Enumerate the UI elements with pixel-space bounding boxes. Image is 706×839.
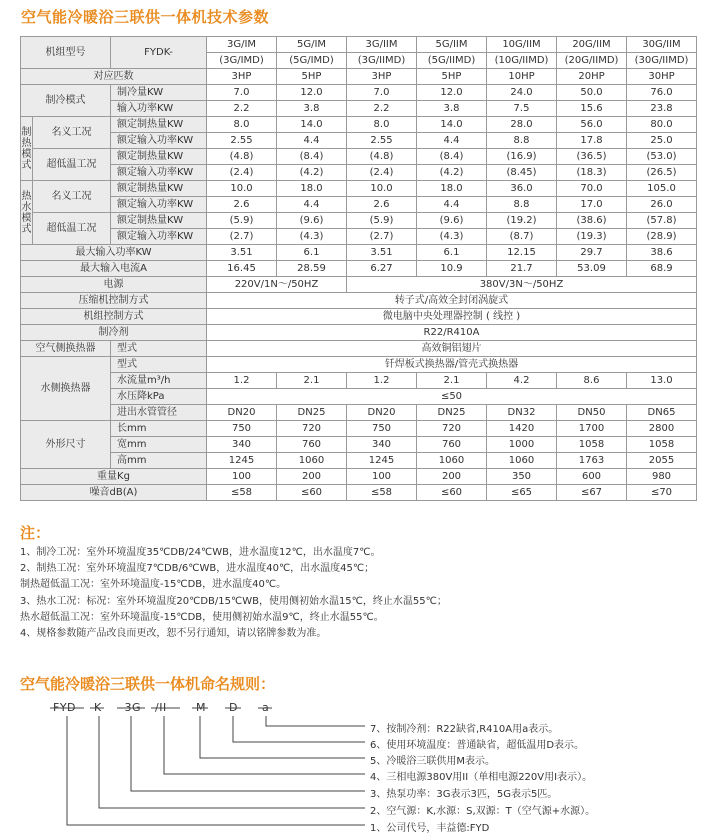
value-cell: 3.51: [347, 245, 417, 261]
group-label: 热水模式: [21, 181, 33, 245]
value-cell: 1058: [557, 437, 627, 453]
value-cell: 17.0: [557, 197, 627, 213]
value-cell: ≤58: [347, 485, 417, 501]
row-label: 额定制热量KW: [111, 181, 207, 197]
value-cell: 76.0: [627, 85, 697, 101]
value-cell: 2.2: [347, 101, 417, 117]
group-label: 制冷模式: [21, 85, 111, 117]
value-cell: 4.2: [487, 373, 557, 389]
value-cell: 100: [207, 469, 277, 485]
value-cell: 3.8: [417, 101, 487, 117]
value-cell: (4.8): [347, 149, 417, 165]
row-label: 噪音dB(A): [21, 485, 207, 501]
row-label: 输入功率KW: [111, 101, 207, 117]
value-cell: 1.2: [207, 373, 277, 389]
value-cell: (5.9): [347, 213, 417, 229]
value-cell: 2.1: [277, 373, 347, 389]
note-line: 2、制热工况：室外环境温度7℃DB/6℃WB，进水温度40℃，出水温度45℃；: [20, 563, 375, 575]
value-cell: 1245: [347, 453, 417, 469]
value-cell: 1000: [487, 437, 557, 453]
value-cell: 18.0: [417, 181, 487, 197]
value-cell: 1763: [557, 453, 627, 469]
value-cell: 20HP: [557, 69, 627, 85]
value-cell: (4.3): [277, 229, 347, 245]
value-cell: 2800: [627, 421, 697, 437]
model-name: 3G/IIM: [347, 37, 417, 53]
naming-code-fyd: FYD: [53, 701, 77, 714]
naming-rule-1: 1、公司代号，丰益德:FYD: [370, 823, 490, 834]
value-cell: (4.8): [207, 149, 277, 165]
row-label: 对应匹数: [21, 69, 207, 85]
value-cell: 70.0: [557, 181, 627, 197]
value-cell: (19.2): [487, 213, 557, 229]
value-cell: 105.0: [627, 181, 697, 197]
row-label: 额定输入功率KW: [111, 165, 207, 181]
value-cell: DN20: [347, 405, 417, 421]
value-cell: 5HP: [277, 69, 347, 85]
value-cell: 10.9: [417, 261, 487, 277]
naming-rule-6: 6、使用环境温度：普通缺省，超低温用D表示。: [370, 740, 585, 751]
value-cell: 13.0: [627, 373, 697, 389]
value-cell: 1420: [487, 421, 557, 437]
value-cell: 2.6: [347, 197, 417, 213]
row-label: 型式: [111, 357, 207, 373]
value-cell: ≤60: [277, 485, 347, 501]
value-cell: (2.7): [347, 229, 417, 245]
value-cell: 980: [627, 469, 697, 485]
row-label: 最大输入电流A: [21, 261, 207, 277]
notes-title: 注：: [20, 524, 51, 542]
note-line: 4、规格参数随产品改良而更改，恕不另行通知，请以铭牌参数为准。: [20, 628, 327, 640]
value-cell: 1700: [557, 421, 627, 437]
value-cell: (19.3): [557, 229, 627, 245]
value-cell: (36.5): [557, 149, 627, 165]
value-cell: 6.1: [417, 245, 487, 261]
value-cell: 340: [207, 437, 277, 453]
value-cell: (2.4): [207, 165, 277, 181]
model-alt-name: (20G/IIMD): [557, 53, 627, 69]
value-cell: R22/R410A: [207, 325, 697, 341]
value-cell: ≤58: [207, 485, 277, 501]
value-cell: 30HP: [627, 69, 697, 85]
value-cell: 2.1: [417, 373, 487, 389]
row-label: 机组控制方式: [21, 309, 207, 325]
row-label: 进出水管管径: [111, 405, 207, 421]
model-name: 10G/IIM: [487, 37, 557, 53]
value-cell: 38.6: [627, 245, 697, 261]
note-line: 热水超低温工况：室外环境温度-15℃DB，使用侧初始水温9℃，终止水温55℃。: [20, 611, 384, 623]
group-label: 制热模式: [21, 117, 33, 181]
row-label: 制冷量KW: [111, 85, 207, 101]
naming-rule-7: 7、按制冷剂：R22缺省,R410A用a表示。: [370, 724, 559, 735]
naming-rule-3: 3、热泵功率：3G表示3匹，5G表示5匹。: [370, 789, 558, 800]
value-cell: 50.0: [557, 85, 627, 101]
value-cell: 17.8: [557, 133, 627, 149]
value-cell: 3HP: [347, 69, 417, 85]
model-name: 20G/IIM: [557, 37, 627, 53]
row-label: 额定输入功率KW: [111, 229, 207, 245]
value-cell: 200: [277, 469, 347, 485]
value-cell: 10.0: [207, 181, 277, 197]
naming-rule-4: 4、三相电源380V用II（单相电源220V用I表示）。: [370, 772, 593, 783]
value-cell: 7.0: [347, 85, 417, 101]
model-label: 机组型号: [21, 37, 111, 69]
value-cell: ≤67: [557, 485, 627, 501]
value-cell: 3.8: [277, 101, 347, 117]
row-label: 额定输入功率KW: [111, 197, 207, 213]
naming-rule-5: 5、冷暖浴三联供用M表示。: [370, 756, 495, 767]
value-cell: 25.0: [627, 133, 697, 149]
model-alt-name: (3G/IIMD): [347, 53, 417, 69]
value-cell: ≤50: [207, 389, 697, 405]
value-cell: 8.0: [207, 117, 277, 133]
value-cell: 18.0: [277, 181, 347, 197]
naming-title: 空气能冷暖浴三联供一体机命名规则：: [20, 675, 276, 693]
row-label: 额定制热量KW: [111, 149, 207, 165]
value-cell: DN32: [487, 405, 557, 421]
row-label: 压缩机控制方式: [21, 293, 207, 309]
value-cell: 200: [417, 469, 487, 485]
model-name: 5G/IM: [277, 37, 347, 53]
model-alt-name: (30G/IIMD): [627, 53, 697, 69]
value-cell: (28.9): [627, 229, 697, 245]
value-cell: (4.2): [277, 165, 347, 181]
value-cell: 5HP: [417, 69, 487, 85]
value-cell: DN65: [627, 405, 697, 421]
value-cell: 26.0: [627, 197, 697, 213]
model-alt-name: (10G/IIMD): [487, 53, 557, 69]
condition-label: 名义工况: [33, 181, 111, 213]
value-cell: 56.0: [557, 117, 627, 133]
naming-code-m: M: [196, 701, 206, 714]
value-cell: 4.4: [277, 133, 347, 149]
value-cell: 2055: [627, 453, 697, 469]
value-cell: 220V/1N～/50HZ: [207, 277, 347, 293]
value-cell: (18.3): [557, 165, 627, 181]
value-cell: 14.0: [417, 117, 487, 133]
value-cell: 1058: [627, 437, 697, 453]
value-cell: ≤70: [627, 485, 697, 501]
condition-label: 超低温工况: [33, 213, 111, 245]
model-alt-name: (3G/IMD): [207, 53, 277, 69]
model-name: 3G/IM: [207, 37, 277, 53]
naming-code-power: -3G: [120, 701, 141, 714]
value-cell: 12.0: [277, 85, 347, 101]
value-cell: (38.6): [557, 213, 627, 229]
value-cell: 750: [347, 421, 417, 437]
value-cell: (26.5): [627, 165, 697, 181]
value-cell: 24.0: [487, 85, 557, 101]
value-cell: 1060: [277, 453, 347, 469]
value-cell: 3.51: [207, 245, 277, 261]
value-cell: 高效铜铝翅片: [207, 341, 697, 357]
note-line: 1、制冷工况：室外环境温度35℃DB/24℃WB，进水温度12℃，出水温度7℃。: [20, 547, 381, 558]
model-alt-name: (5G/IMD): [277, 53, 347, 69]
value-cell: (2.4): [347, 165, 417, 181]
condition-label: 超低温工况: [33, 149, 111, 181]
row-label: 高mm: [111, 453, 207, 469]
value-cell: 1.2: [347, 373, 417, 389]
page-title: 空气能冷暖浴三联供一体机技术参数: [21, 8, 270, 26]
value-cell: 4.4: [277, 197, 347, 213]
value-cell: 100: [347, 469, 417, 485]
value-cell: ≤60: [417, 485, 487, 501]
value-cell: 29.7: [557, 245, 627, 261]
naming-code-d: D: [229, 701, 238, 714]
row-label: 电源: [21, 277, 207, 293]
value-cell: 8.0: [347, 117, 417, 133]
row-label: 重量Kg: [21, 469, 207, 485]
value-cell: 10.0: [347, 181, 417, 197]
row-label: 宽mm: [111, 437, 207, 453]
note-line: 制热超低温工况：室外环境温度-15℃DB，进水温度40℃。: [20, 579, 287, 591]
value-cell: 350: [487, 469, 557, 485]
value-cell: (2.7): [207, 229, 277, 245]
value-cell: (57.8): [627, 213, 697, 229]
value-cell: (4.2): [417, 165, 487, 181]
row-label: 制冷剂: [21, 325, 207, 341]
value-cell: 8.8: [487, 133, 557, 149]
naming-code-k: K: [94, 701, 102, 714]
row-label: 型式: [111, 341, 207, 357]
value-cell: (16.9): [487, 149, 557, 165]
value-cell: DN25: [277, 405, 347, 421]
group-label: 空气侧换热器: [21, 341, 111, 357]
row-label: 额定输入功率KW: [111, 133, 207, 149]
value-cell: (9.6): [277, 213, 347, 229]
value-cell: 3HP: [207, 69, 277, 85]
value-cell: 4.4: [417, 197, 487, 213]
value-cell: 53.09: [557, 261, 627, 277]
value-cell: 4.4: [417, 133, 487, 149]
model-alt-name: (5G/IIMD): [417, 53, 487, 69]
value-cell: 14.0: [277, 117, 347, 133]
value-cell: 7.5: [487, 101, 557, 117]
group-label: 水侧换热器: [21, 357, 111, 421]
naming-code-a: a: [262, 701, 270, 714]
model-name: 5G/IIM: [417, 37, 487, 53]
value-cell: 转子式/高效全封闭涡旋式: [207, 293, 697, 309]
value-cell: 1060: [487, 453, 557, 469]
value-cell: 12.0: [417, 85, 487, 101]
value-cell: 15.6: [557, 101, 627, 117]
model-prefix: FYDK-: [111, 37, 207, 69]
value-cell: 8.6: [557, 373, 627, 389]
value-cell: (9.6): [417, 213, 487, 229]
value-cell: DN25: [417, 405, 487, 421]
naming-rule-2: 2、空气源：K,水源：S,双源：T（空气源+水源）。: [370, 806, 596, 817]
value-cell: 12.15: [487, 245, 557, 261]
value-cell: 6.1: [277, 245, 347, 261]
row-label: 额定制热量KW: [111, 213, 207, 229]
value-cell: 钎焊板式换热器/管壳式换热器: [207, 357, 697, 373]
value-cell: 36.0: [487, 181, 557, 197]
value-cell: DN20: [207, 405, 277, 421]
value-cell: 28.59: [277, 261, 347, 277]
value-cell: ≤65: [487, 485, 557, 501]
value-cell: 10HP: [487, 69, 557, 85]
value-cell: (5.9): [207, 213, 277, 229]
value-cell: DN50: [557, 405, 627, 421]
value-cell: 2.2: [207, 101, 277, 117]
value-cell: 21.7: [487, 261, 557, 277]
value-cell: 760: [277, 437, 347, 453]
value-cell: 微电脑中央处理器控制 ( 线控 ): [207, 309, 697, 325]
value-cell: (8.4): [277, 149, 347, 165]
group-label: 外形尺寸: [21, 421, 111, 469]
value-cell: 16.45: [207, 261, 277, 277]
value-cell: 1245: [207, 453, 277, 469]
row-label: 最大输入功率KW: [21, 245, 207, 261]
value-cell: 23.8: [627, 101, 697, 117]
value-cell: (8.4): [417, 149, 487, 165]
row-label: 额定制热量KW: [111, 117, 207, 133]
value-cell: 2.55: [207, 133, 277, 149]
value-cell: 2.6: [207, 197, 277, 213]
note-line: 3、热水工况：标况：室外环境温度20℃DB/15℃WB，使用侧初始水温15℃，终止水温55℃；: [20, 595, 447, 607]
value-cell: 750: [207, 421, 277, 437]
value-cell: 380V/3N～/50HZ: [347, 277, 697, 293]
value-cell: 68.9: [627, 261, 697, 277]
value-cell: 7.0: [207, 85, 277, 101]
value-cell: 28.0: [487, 117, 557, 133]
value-cell: 2.55: [347, 133, 417, 149]
value-cell: 720: [277, 421, 347, 437]
value-cell: 600: [557, 469, 627, 485]
value-cell: 8.8: [487, 197, 557, 213]
row-label: 水压降kPa: [111, 389, 207, 405]
row-label: 长mm: [111, 421, 207, 437]
value-cell: 6.27: [347, 261, 417, 277]
naming-code-phase: /II: [155, 701, 167, 714]
value-cell: 80.0: [627, 117, 697, 133]
value-cell: 340: [347, 437, 417, 453]
condition-label: 名义工况: [33, 117, 111, 149]
value-cell: (8.7): [487, 229, 557, 245]
value-cell: 720: [417, 421, 487, 437]
value-cell: 1060: [417, 453, 487, 469]
value-cell: (4.3): [417, 229, 487, 245]
row-label: 水流量m³/h: [111, 373, 207, 389]
value-cell: (8.45): [487, 165, 557, 181]
value-cell: 760: [417, 437, 487, 453]
value-cell: (53.0): [627, 149, 697, 165]
model-name: 30G/IIM: [627, 37, 697, 53]
